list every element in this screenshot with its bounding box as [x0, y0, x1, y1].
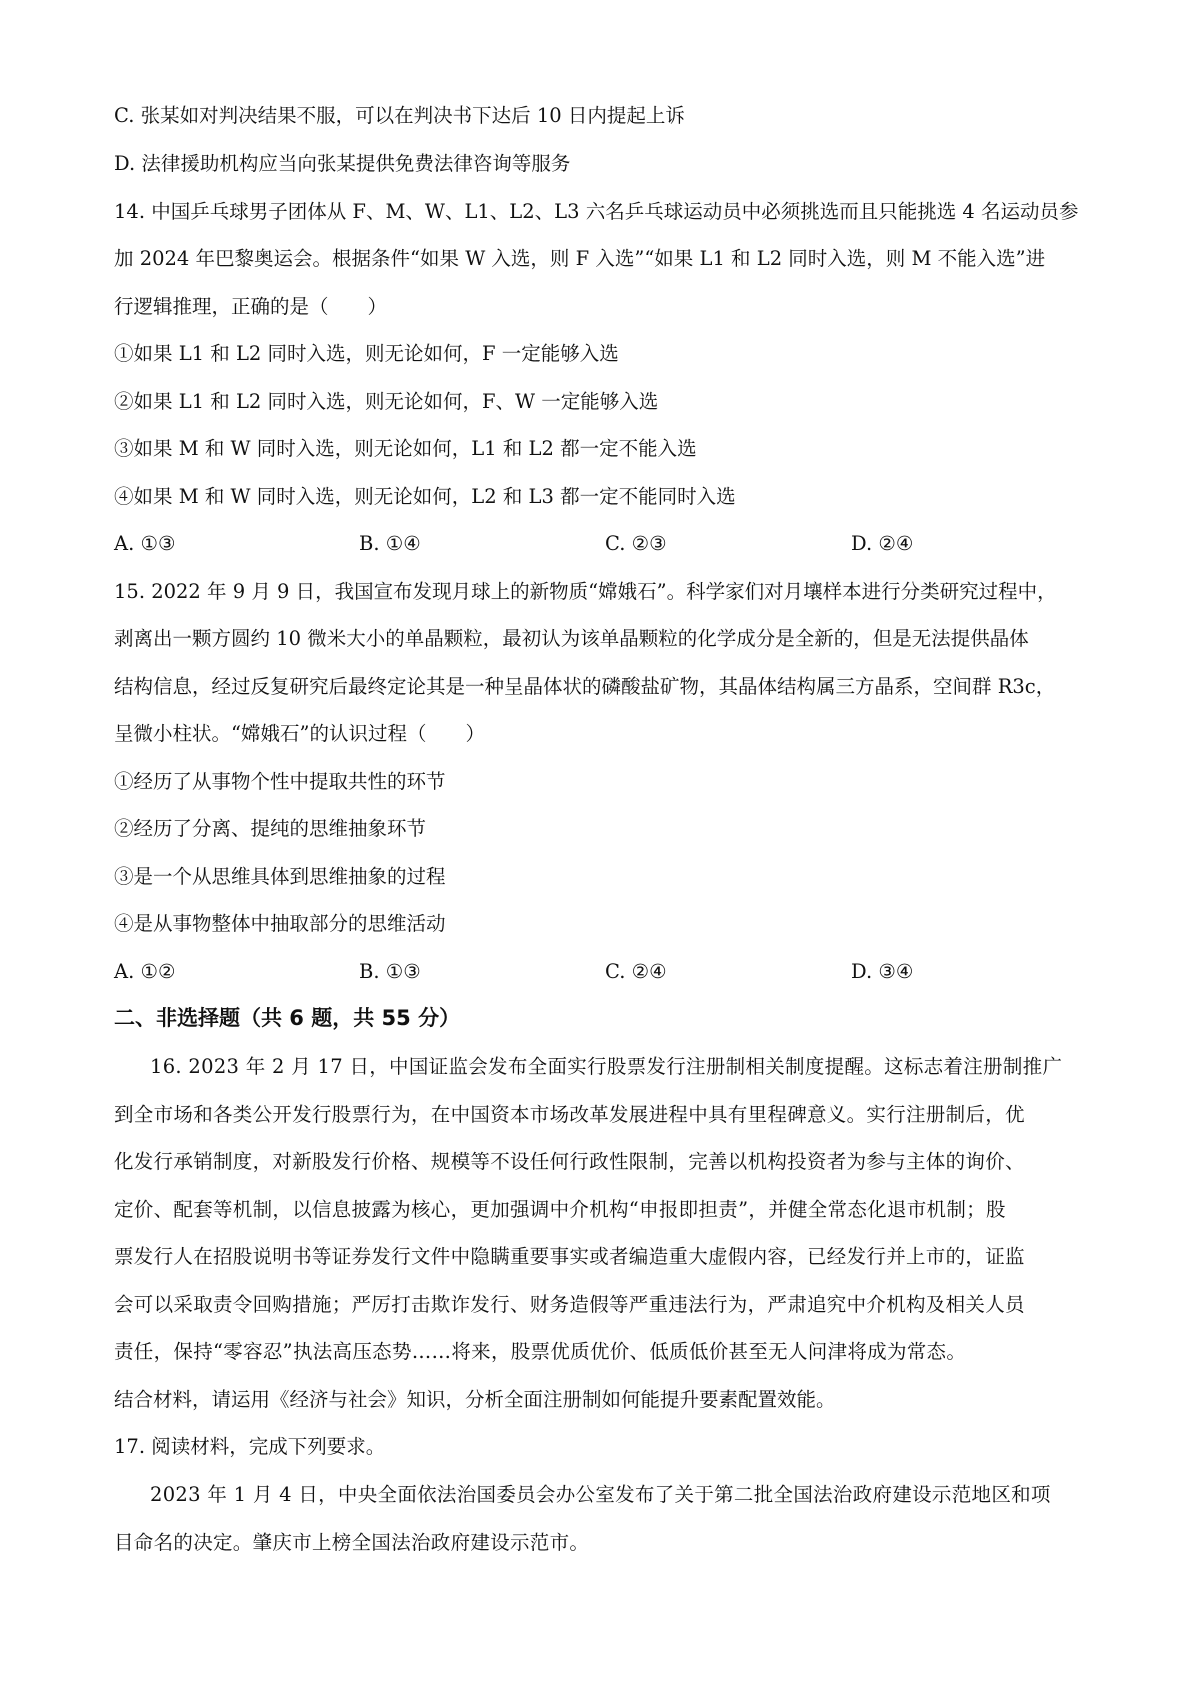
q15-stem-line: 剥离出一颗方圆约 10 微米大小的单晶颗粒，最初认为该单晶颗粒的化学成分是全新的，但是无法提供晶体 — [114, 627, 1029, 650]
q13-option-d: D. 法律援助机构应当向张某提供免费法律咨询等服务 — [114, 152, 571, 175]
q16-question: 结合材料，请运用《经济与社会》知识，分析全面注册制如何能提升要素配置效能。 — [114, 1388, 836, 1411]
q16-material-line: 化发行承销制度，对新股发行价格、规模等不设任何行政性限制，完善以机构投资者为参与主体的询价、 — [114, 1150, 1025, 1173]
q17-material-line: 2023 年 1 月 4 日，中央全面依法治国委员会办公室发布了关于第二批全国法治政府建设示范地区和项 — [150, 1483, 1051, 1506]
q14-statement: ④如果 M 和 W 同时入选，则无论如何，L2 和 L3 都一定不能同时入选 — [114, 485, 736, 508]
q15-choice-c: C. ②④ — [605, 960, 667, 983]
q15-choice-b: B. ①③ — [359, 960, 421, 983]
q15-statement: ③是一个从思维具体到思维抽象的过程 — [114, 865, 446, 888]
q16-material-line: 16. 2023 年 2 月 17 日，中国证监会发布全面实行股票发行注册制相关制度提醒。这标志着注册制推广 — [150, 1055, 1063, 1078]
q17-material-line: 目命名的决定。肇庆市上榜全国法治政府建设示范市。 — [114, 1531, 590, 1554]
q15-stem-line: 呈微小柱状。“嫦娥石”的认识过程（ ） — [114, 722, 485, 745]
q13-option-c: C. 张某如对判决结果不服，可以在判决书下达后 10 日内提起上诉 — [114, 104, 685, 127]
q14-statement: ②如果 L1 和 L2 同时入选，则无论如何，F、W 一定能够入选 — [114, 390, 659, 413]
q14-statement: ①如果 L1 和 L2 同时入选，则无论如何，F 一定能够入选 — [114, 342, 619, 365]
q14-choice-d: D. ②④ — [851, 532, 914, 555]
q14-stem-line: 行逻辑推理，正确的是（ ） — [114, 295, 388, 318]
q15-statement: ②经历了分离、提纯的思维抽象环节 — [114, 817, 427, 840]
q16-material-line: 定价、配套等机制，以信息披露为核心，更加强调中介机构“申报即担责”，并健全常态化退市机制；股 — [114, 1198, 1006, 1221]
q15-choice-d: D. ③④ — [851, 960, 914, 983]
q15-stem-line: 15. 2022 年 9 月 9 日，我国宣布发现月球上的新物质“嫦娥石”。科学家们对月壤样本进行分类研究过程中， — [114, 580, 1057, 603]
q14-choice-a: A. ①③ — [114, 532, 176, 555]
q17-title: 17. 阅读材料，完成下列要求。 — [114, 1435, 386, 1458]
q15-statement: ④是从事物整体中抽取部分的思维活动 — [114, 912, 446, 935]
section-heading: 二、非选择题（共 6 题，共 55 分） — [114, 1006, 461, 1030]
q14-statement: ③如果 M 和 W 同时入选，则无论如何，L1 和 L2 都一定不能入选 — [114, 437, 697, 460]
q16-material-line: 票发行人在招股说明书等证券发行文件中隐瞒重要事实或者编造重大虚假内容，已经发行并上市的，证监 — [114, 1245, 1025, 1268]
q14-stem-line: 加 2024 年巴黎奥运会。根据条件“如果 W 入选，则 F 入选”“如果 L1 和 L2 同时入选，则 M 不能入选”进 — [114, 247, 1046, 270]
q16-material-line: 责任，保持“零容忍”执法高压态势……将来，股票优质优价、低质低价甚至无人问津将成为常态。 — [114, 1340, 967, 1363]
q15-stem-line: 结构信息，经过反复研究后最终定论其是一种呈晶体状的磷酸盐矿物，其晶体结构属三方晶系，空间群 R3c， — [114, 675, 1056, 698]
q16-material-line: 到全市场和各类公开发行股票行为，在中国资本市场改革发展进程中具有里程碑意义。实行注册制后，优 — [114, 1103, 1025, 1126]
q14-choice-c: C. ②③ — [605, 532, 667, 555]
q15-choice-a: A. ①② — [114, 960, 176, 983]
q16-material-line: 会可以采取责令回购措施；严厉打击欺诈发行、财务造假等严重违法行为，严肃追究中介机构及相关人员 — [114, 1293, 1025, 1316]
q15-statement: ①经历了从事物个性中提取共性的环节 — [114, 770, 446, 793]
q14-choice-b: B. ①④ — [359, 532, 421, 555]
q14-stem-line: 14. 中国乒乓球男子团体从 F、M、W、L1、L2、L3 六名乒乓球运动员中必须挑选而且只能挑选 4 名运动员参 — [114, 200, 1079, 223]
